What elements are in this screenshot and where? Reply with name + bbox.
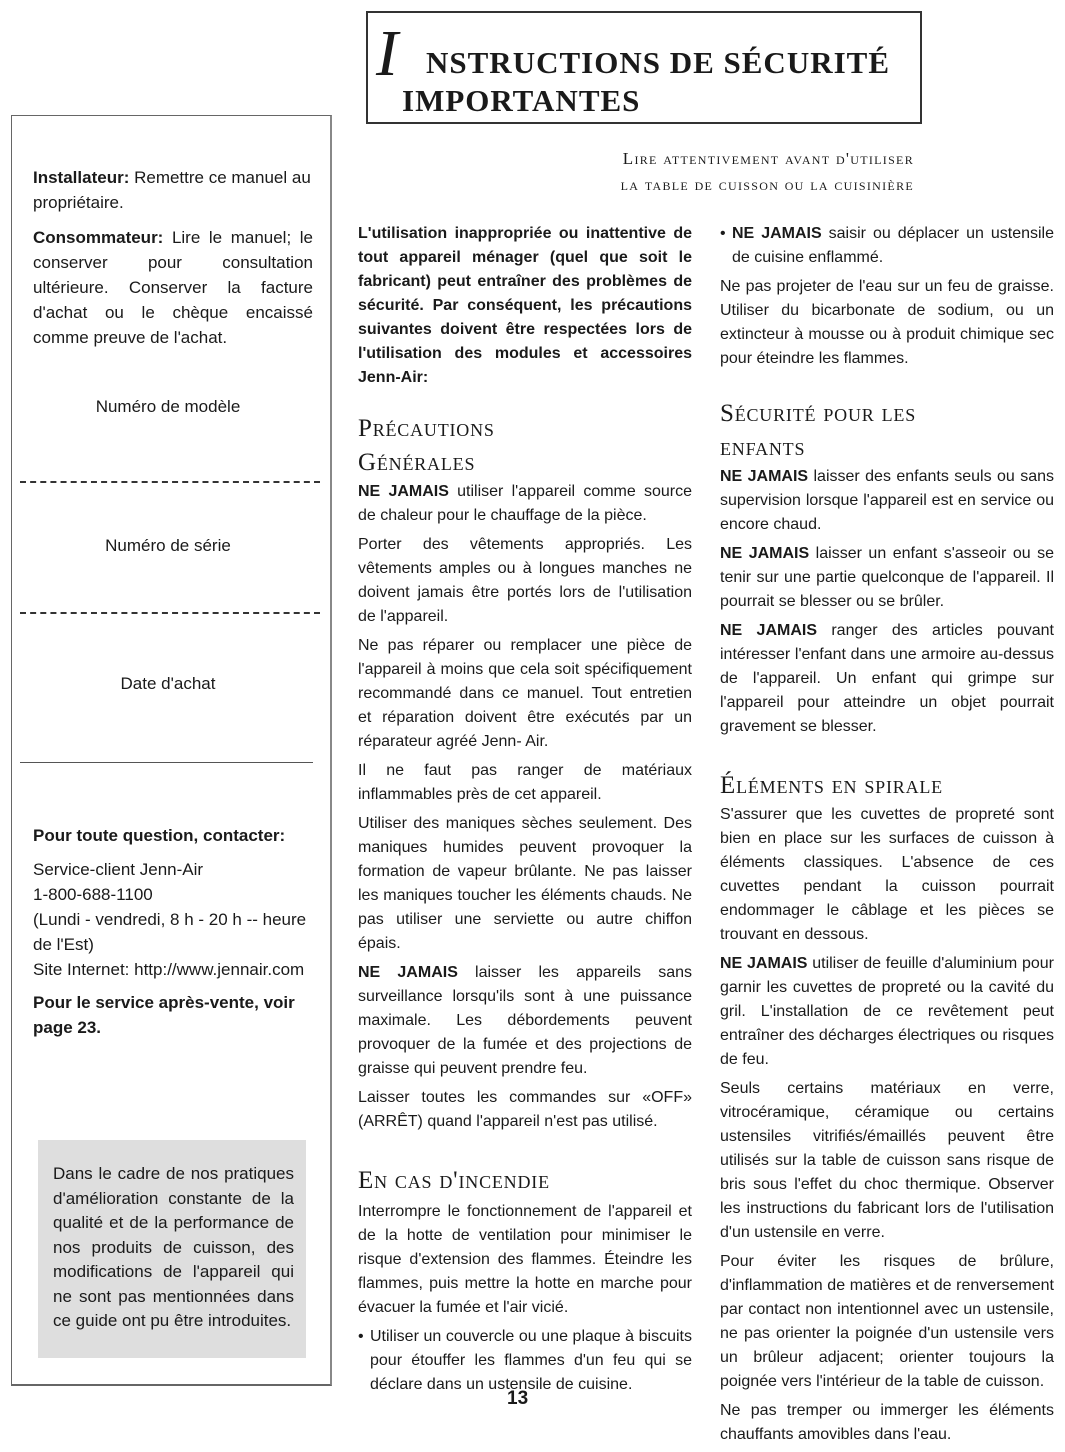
warning-label: NE JAMAIS	[720, 622, 818, 639]
paragraph-text: laisser un enfant s'asseoir ou se tenir sur une partie quelconque de l'appareil. Il pourrait se blesser ou se brûler.	[720, 545, 1055, 610]
title-box	[366, 11, 922, 124]
heading-child-safety	[720, 397, 1054, 465]
service-note: Pour le service après-vente, voir page 23.	[33, 993, 295, 1037]
bullet-text: saisir ou déplacer un ustensile de cuisine enflammé.	[732, 225, 1054, 266]
paragraph-text: laisser les appareils sans surveillance lorsqu'ils sont à une puissance maximale. Les débordements peuvent provoquer de la fumée et des projections de graisse qui peuvent prendre feu.	[358, 964, 692, 1077]
title-initial: I	[376, 17, 398, 90]
warning-label: NE JAMAIS	[732, 225, 822, 242]
model-number-label: Numéro de modèle	[95, 397, 241, 416]
column-2	[720, 222, 1054, 1452]
heading-coil-elements: Éléments en spirale	[720, 772, 943, 799]
paragraph	[358, 961, 692, 1081]
paragraph: Il ne faut pas ranger de matériaux inflammables près de cet appareil.	[358, 762, 692, 803]
warning-label: NE JAMAIS	[720, 545, 810, 562]
paragraph	[720, 465, 1054, 537]
column-1	[358, 222, 692, 1402]
paragraph-text: utiliser l'appareil comme source de chaleur pour le chauffage de la pièce.	[358, 483, 693, 524]
serial-number-label: Numéro de série	[105, 536, 231, 555]
subtitle	[366, 146, 914, 198]
contact-website[interactable]: Site Internet: http://www.jennair.com	[33, 960, 305, 979]
contact-phone[interactable]: 1-800-688-1100	[33, 885, 153, 904]
title-line-1: NSTRUCTIONS DE SÉCURITÉ	[426, 45, 891, 80]
warning-label: NE JAMAIS	[720, 468, 809, 485]
paragraph	[720, 542, 1054, 614]
paragraph: Laisser toutes les commandes sur «OFF» (ARRÊT) quand l'appareil n'est pas utilisé.	[358, 1089, 692, 1130]
subtitle-line-1: Lire attentivement avant d'utiliser	[622, 149, 914, 168]
paragraph: Pour éviter les risques de brûlure, d'inflammation de matières et de renversement par contact non intentionnel avec un ustensile, ne pas orienter la poignée d'un ustensile vers un brûleur adjacent; orienter toujours la poignée vers l'intérieur de la table de cuisson.	[720, 1253, 1054, 1390]
heading-general-precautions	[358, 412, 692, 480]
heading-child-line-1: Sécurité pour les	[720, 400, 917, 427]
paragraph: Ne pas projeter de l'eau sur un feu de graisse. Utiliser du bicarbonate de sodium, ou un extincteur à mousse ou à produit chimique sec pour éteindre les flammes.	[720, 278, 1054, 367]
consumer-text: Lire le manuel; le conserver pour consultation ultérieure. Conserver la facture d'achat ou le chèque encaissé comme preuve de l'achat.	[33, 228, 313, 347]
contact-block	[33, 857, 318, 982]
heading-general-line-1: Précautions	[358, 415, 495, 442]
model-number-field[interactable]	[20, 481, 320, 483]
warning-label: NE JAMAIS	[358, 964, 458, 981]
contact-service: Service-client Jenn-Air	[33, 860, 204, 879]
intro-paragraph: L'utilisation inappropriée ou inattentive de tout appareil ménager (quel que soit le fabricant) peut entraîner des problèmes de sécurité. Par conséquent, les précautions suivantes doivent être respectées lors de l'utilisation des modules et accessoires Jenn-Air:	[358, 225, 692, 386]
consumer-note	[33, 225, 313, 350]
paragraph	[720, 952, 1054, 1072]
notice-text: Dans le cadre de nos pratiques d'amélioration constante de la qualité et de la performance de nos produits de cuisson, des modifications de l'appareil qui ne sont pas mentionnées dans ce guide ont pu être introduites.	[53, 1164, 294, 1330]
warning-label: NE JAMAIS	[720, 955, 808, 972]
paragraph-text: laisser des enfants seuls ou sans supervision lorsque l'appareil est en service ou encore chaud.	[720, 468, 1054, 533]
installer-label: Installateur:	[33, 168, 130, 187]
paragraph: Utiliser des maniques sèches seulement. Des maniques humides peuvent provoquer la formation de vapeur brûlante. Ne pas laisser les maniques toucher les éléments chauds. Ne pas utiliser une serviette ou autre chiffon épais.	[358, 815, 692, 952]
heading-child-line-2: enfants	[720, 434, 806, 461]
consumer-label: Consommateur:	[33, 228, 164, 247]
purchase-date-field[interactable]	[20, 762, 313, 763]
installer-text: Remettre ce manuel au propriétaire.	[33, 168, 311, 212]
bullet-text: Utiliser un couvercle ou une plaque à biscuits pour étouffer les flammes d'un feu qui se déclare dans un ustensile de cuisine.	[370, 1328, 692, 1393]
title-line-2: IMPORTANTES	[402, 83, 641, 118]
paragraph: Interrompre le fonctionnement de l'appareil et de la hotte de ventilation pour minimiser le risque d'extension des flammes. Éteindre les flammes, puis mettre la hotte en marche pour évacuer la fumée et l'air vicié.	[358, 1203, 692, 1316]
serial-number-field[interactable]	[20, 612, 320, 614]
paragraph-text: ranger des articles pouvant intéresser l'enfant dans une armoire au-dessus de l'appareil. Un enfant qui grimpe sur l'appareil pour atteindre un objet pourrait gravement se blesser.	[720, 622, 1054, 735]
paragraph: S'assurer que les cuvettes de propreté sont bien en place sur les surfaces de cuisson à éléments classiques. L'absence de ces cuvettes pendant la cuisson pourrait endommager le câblage et les pièces se trouvant en dessous.	[720, 806, 1054, 943]
paragraph	[358, 480, 692, 528]
subtitle-line-2: la table de cuisson ou la cuisinière	[620, 175, 914, 194]
bullet-item: • Utiliser un couvercle ou une plaque à biscuits pour étouffer les flammes d'un feu qui se déclare dans un ustensile de cuisine.	[358, 1328, 692, 1393]
warning-label: NE JAMAIS	[358, 483, 449, 500]
paragraph: Seuls certains matériaux en verre, vitrocéramique, céramique ou certains ustensiles vitrifiés/émaillés peuvent être utilisés sur la table de cuisson sans risque de bris sous l'effet du choc thermique. Observer les instructions du fabricant lors de l'utilisation d'un ustensile en verre.	[720, 1080, 1054, 1241]
paragraph: Porter des vêtements appropriés. Les vêtements amples ou à longues manches ne doivent jamais être portés lors de l'utilisation de l'appareil.	[358, 536, 692, 625]
bullet-item: • NE JAMAIS saisir ou déplacer un ustensile de cuisine enflammé.	[720, 225, 1054, 266]
page-number: 13	[507, 1388, 529, 1409]
heading-fire: En cas d'incendie	[358, 1167, 550, 1194]
paragraph-text: utiliser de feuille d'aluminium pour garnir les cuvettes de propreté ou la cavité du gril. L'installation de ce revêtement peut entraîner des décharges électriques ou risques de feu.	[720, 955, 1055, 1068]
paragraph	[720, 619, 1054, 739]
contact-hours: (Lundi - vendredi, 8 h - 20 h -- heure de l'Est)	[33, 910, 307, 954]
installer-note	[33, 165, 313, 215]
notice-box	[38, 1140, 306, 1358]
purchase-date-label: Date d'achat	[120, 674, 216, 693]
paragraph: Ne pas tremper ou immerger les éléments chauffants amovibles dans l'eau.	[720, 1402, 1054, 1443]
heading-general-line-2: Générales	[358, 449, 476, 476]
contact-heading: Pour toute question, contacter:	[33, 826, 286, 845]
paragraph: Ne pas réparer ou remplacer une pièce de l'appareil à moins que cela soit spécifiquement recommandé dans ce manuel. Tout entretien et réparation doivent être exécutés par un réparateur agréé Jenn- Air.	[358, 637, 692, 750]
